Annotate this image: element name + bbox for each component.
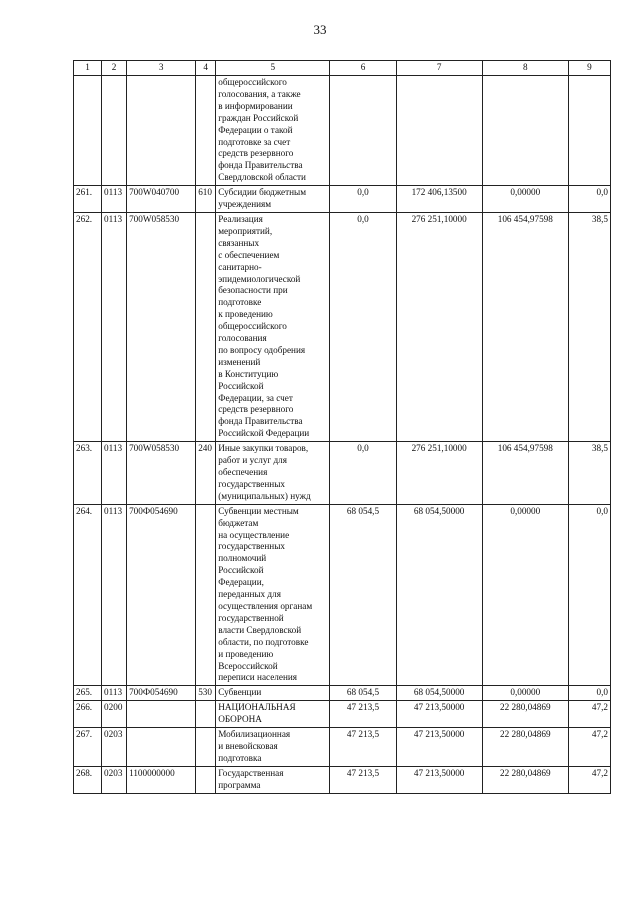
- table-row: [74, 186, 611, 213]
- plan-amount: [396, 76, 482, 186]
- expense-type-code: 240: [196, 442, 216, 505]
- plan-amount: 276 251,10000: [396, 212, 482, 441]
- section-code: 0113: [102, 186, 127, 213]
- approved-amount: 0,0: [330, 442, 396, 505]
- table-row: [74, 212, 611, 441]
- expense-type-code: [196, 766, 216, 793]
- approved-amount: 47 213,5: [330, 701, 396, 728]
- row-number: 268.: [74, 766, 102, 793]
- executed-amount: 22 280,04869: [482, 728, 568, 767]
- column-header: 6: [330, 61, 396, 76]
- target-article-code: 1100000000: [127, 766, 196, 793]
- target-article-code: 700W058530: [127, 212, 196, 441]
- table-row: [74, 728, 611, 767]
- item-name: Мобилизационная и вневойсковая подготовка: [216, 728, 330, 767]
- expense-type-code: [196, 212, 216, 441]
- row-number: 261.: [74, 186, 102, 213]
- expense-type-code: 530: [196, 686, 216, 701]
- item-name: Реализация мероприятий, связанных с обеспечением санитарно- эпидемиологической безопасности при подготовке к проведению общероссийского голосования по вопросу одобрения изменений в Конституцию Российской Федерации, за счет средств резервного фонда Правительства Российской Федерации: [216, 212, 330, 441]
- section-code: 0203: [102, 728, 127, 767]
- table-row: [74, 701, 611, 728]
- expense-type-code: [196, 701, 216, 728]
- expense-type-code: [196, 504, 216, 686]
- execution-percent: 47,2: [568, 728, 610, 767]
- table-row: [74, 76, 611, 186]
- plan-amount: 47 213,50000: [396, 766, 482, 793]
- section-code: [102, 76, 127, 186]
- target-article-code: 700Ф054690: [127, 504, 196, 686]
- executed-amount: 22 280,04869: [482, 766, 568, 793]
- approved-amount: 47 213,5: [330, 728, 396, 767]
- target-article-code: 700W058530: [127, 442, 196, 505]
- plan-amount: 47 213,50000: [396, 728, 482, 767]
- plan-amount: 47 213,50000: [396, 701, 482, 728]
- row-number: 262.: [74, 212, 102, 441]
- row-number: 264.: [74, 504, 102, 686]
- execution-percent: 47,2: [568, 701, 610, 728]
- row-number: 266.: [74, 701, 102, 728]
- execution-percent: 38,5: [568, 442, 610, 505]
- executed-amount: 0,00000: [482, 186, 568, 213]
- column-header: 8: [482, 61, 568, 76]
- executed-amount: [482, 76, 568, 186]
- approved-amount: 0,0: [330, 186, 396, 213]
- plan-amount: 276 251,10000: [396, 442, 482, 505]
- item-name: НАЦИОНАЛЬНАЯ ОБОРОНА: [216, 701, 330, 728]
- page-number: 33: [313, 22, 327, 37]
- section-code: 0113: [102, 212, 127, 441]
- section-code: 0200: [102, 701, 127, 728]
- section-code: 0113: [102, 686, 127, 701]
- table-row: [74, 504, 611, 686]
- executed-amount: 22 280,04869: [482, 701, 568, 728]
- item-name: Субвенции местным бюджетам на осуществление государственных полномочий Российской Федерации, переданных для осуществления органам государственной власти Свердловской области, по подготовке и проведению Всероссийской переписи населения: [216, 504, 330, 686]
- expense-type-code: [196, 728, 216, 767]
- approved-amount: 0,0: [330, 212, 396, 441]
- item-name: общероссийского голосования, а также в информировании граждан Российской Федерации о такой подготовке за счет средств резервного фонда Правительства Свердловской области: [216, 76, 330, 186]
- table-row: [74, 686, 611, 701]
- item-name: Субсидии бюджетным учреждениям: [216, 186, 330, 213]
- row-number: 263.: [74, 442, 102, 505]
- executed-amount: 0,00000: [482, 504, 568, 686]
- plan-amount: 68 054,50000: [396, 504, 482, 686]
- executed-amount: 106 454,97598: [482, 442, 568, 505]
- section-code: 0113: [102, 442, 127, 505]
- execution-percent: [568, 76, 610, 186]
- expense-type-code: [196, 76, 216, 186]
- target-article-code: [127, 728, 196, 767]
- target-article-code: 700Ф054690: [127, 686, 196, 701]
- table-row: [74, 442, 611, 505]
- section-code: 0203: [102, 766, 127, 793]
- column-header: 2: [102, 61, 127, 76]
- column-header: 3: [127, 61, 196, 76]
- table-row: [74, 766, 611, 793]
- budget-table: [73, 60, 611, 794]
- executed-amount: 106 454,97598: [482, 212, 568, 441]
- row-number: [74, 76, 102, 186]
- plan-amount: 68 054,50000: [396, 686, 482, 701]
- approved-amount: 68 054,5: [330, 686, 396, 701]
- execution-percent: 47,2: [568, 766, 610, 793]
- execution-percent: 0,0: [568, 504, 610, 686]
- row-number: 267.: [74, 728, 102, 767]
- target-article-code: 700W040700: [127, 186, 196, 213]
- column-header: 4: [196, 61, 216, 76]
- item-name: Иные закупки товаров, работ и услуг для обеспечения государственных (муниципальных) нужд: [216, 442, 330, 505]
- execution-percent: 0,0: [568, 686, 610, 701]
- approved-amount: [330, 76, 396, 186]
- target-article-code: [127, 701, 196, 728]
- executed-amount: 0,00000: [482, 686, 568, 701]
- plan-amount: 172 406,13500: [396, 186, 482, 213]
- target-article-code: [127, 76, 196, 186]
- approved-amount: 47 213,5: [330, 766, 396, 793]
- item-name: Субвенции: [216, 686, 330, 701]
- column-header: 7: [396, 61, 482, 76]
- expense-type-code: 610: [196, 186, 216, 213]
- column-header: 5: [216, 61, 330, 76]
- header-row: [74, 61, 611, 76]
- execution-percent: 0,0: [568, 186, 610, 213]
- section-code: 0113: [102, 504, 127, 686]
- column-header: 1: [74, 61, 102, 76]
- row-number: 265.: [74, 686, 102, 701]
- approved-amount: 68 054,5: [330, 504, 396, 686]
- execution-percent: 38,5: [568, 212, 610, 441]
- item-name: Государственная программа: [216, 766, 330, 793]
- column-header: 9: [568, 61, 610, 76]
